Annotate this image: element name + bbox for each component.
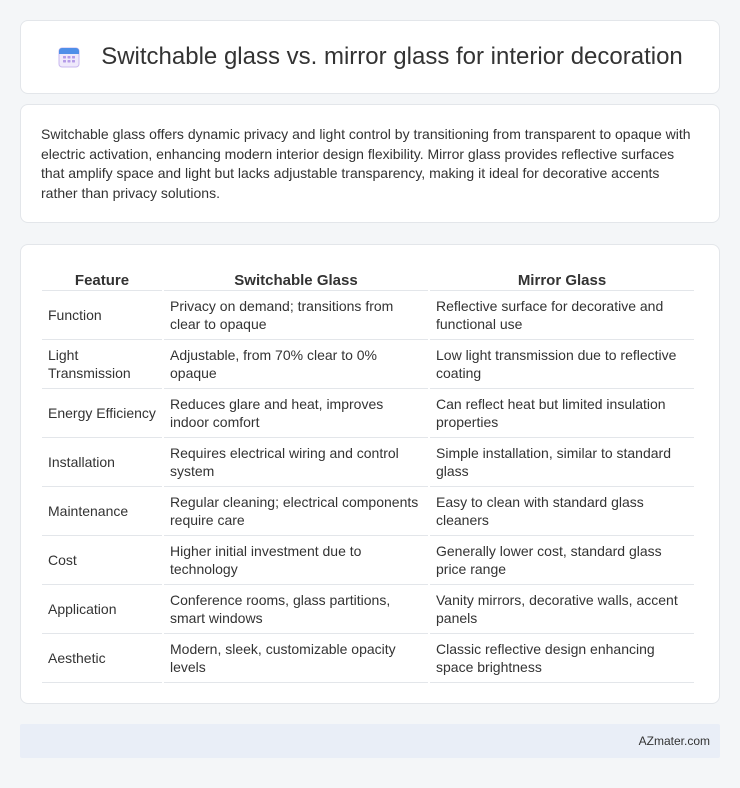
cell-feature: Installation bbox=[42, 438, 162, 487]
cell-mirror-glass: Vanity mirrors, decorative walls, accent panels bbox=[430, 585, 694, 634]
cell-switchable-glass: Modern, sleek, customizable opacity levels bbox=[164, 634, 428, 683]
cell-feature: Aesthetic bbox=[42, 634, 162, 683]
calendar-icon bbox=[57, 45, 81, 69]
cell-switchable-glass: Regular cleaning; electrical components require care bbox=[164, 487, 428, 536]
header-mirror-glass: Mirror Glass bbox=[430, 265, 694, 291]
footer bbox=[20, 724, 720, 758]
cell-mirror-glass: Reflective surface for decorative and functional use bbox=[430, 291, 694, 340]
cell-switchable-glass: Privacy on demand; transitions from clear to opaque bbox=[164, 291, 428, 340]
cell-feature: Function bbox=[42, 291, 162, 340]
cell-feature: Light Transmission bbox=[42, 340, 162, 389]
intro-card bbox=[20, 104, 720, 223]
table-row bbox=[42, 291, 694, 340]
comparison-table bbox=[40, 265, 696, 683]
table-row bbox=[42, 536, 694, 585]
table-row bbox=[42, 389, 694, 438]
title-card bbox=[20, 20, 720, 94]
cell-feature: Application bbox=[42, 585, 162, 634]
cell-feature: Cost bbox=[42, 536, 162, 585]
table-row bbox=[42, 634, 694, 683]
cell-feature: Maintenance bbox=[42, 487, 162, 536]
cell-switchable-glass: Adjustable, from 70% clear to 0% opaque bbox=[164, 340, 428, 389]
table-row bbox=[42, 438, 694, 487]
comparison-card bbox=[20, 244, 720, 704]
table-header-row bbox=[42, 265, 694, 291]
table-row bbox=[42, 585, 694, 634]
intro-text: Switchable glass offers dynamic privacy and light control by transitioning from transparent to opaque with electric activation, enhancing modern interior design flexibility. Mirror glass provides reflective surfaces that amplify space and light but lacks adjustable transparency, making it ideal for decorative accents rather than privacy solutions. bbox=[41, 126, 691, 201]
cell-mirror-glass: Easy to clean with standard glass cleaners bbox=[430, 487, 694, 536]
footer-brand: AZmater.com bbox=[638, 734, 710, 748]
page-title: Switchable glass vs. mirror glass for interior decoration bbox=[101, 43, 683, 70]
cell-feature: Energy Efficiency bbox=[42, 389, 162, 438]
cell-mirror-glass: Simple installation, similar to standard glass bbox=[430, 438, 694, 487]
cell-switchable-glass: Reduces glare and heat, improves indoor comfort bbox=[164, 389, 428, 438]
table-row bbox=[42, 340, 694, 389]
cell-mirror-glass: Generally lower cost, standard glass price range bbox=[430, 536, 694, 585]
cell-mirror-glass: Can reflect heat but limited insulation properties bbox=[430, 389, 694, 438]
cell-mirror-glass: Low light transmission due to reflective coating bbox=[430, 340, 694, 389]
cell-switchable-glass: Conference rooms, glass partitions, smart windows bbox=[164, 585, 428, 634]
cell-switchable-glass: Higher initial investment due to technology bbox=[164, 536, 428, 585]
cell-mirror-glass: Classic reflective design enhancing space brightness bbox=[430, 634, 694, 683]
table-row bbox=[42, 487, 694, 536]
header-feature: Feature bbox=[42, 265, 162, 291]
cell-switchable-glass: Requires electrical wiring and control system bbox=[164, 438, 428, 487]
header-switchable-glass: Switchable Glass bbox=[164, 265, 428, 291]
